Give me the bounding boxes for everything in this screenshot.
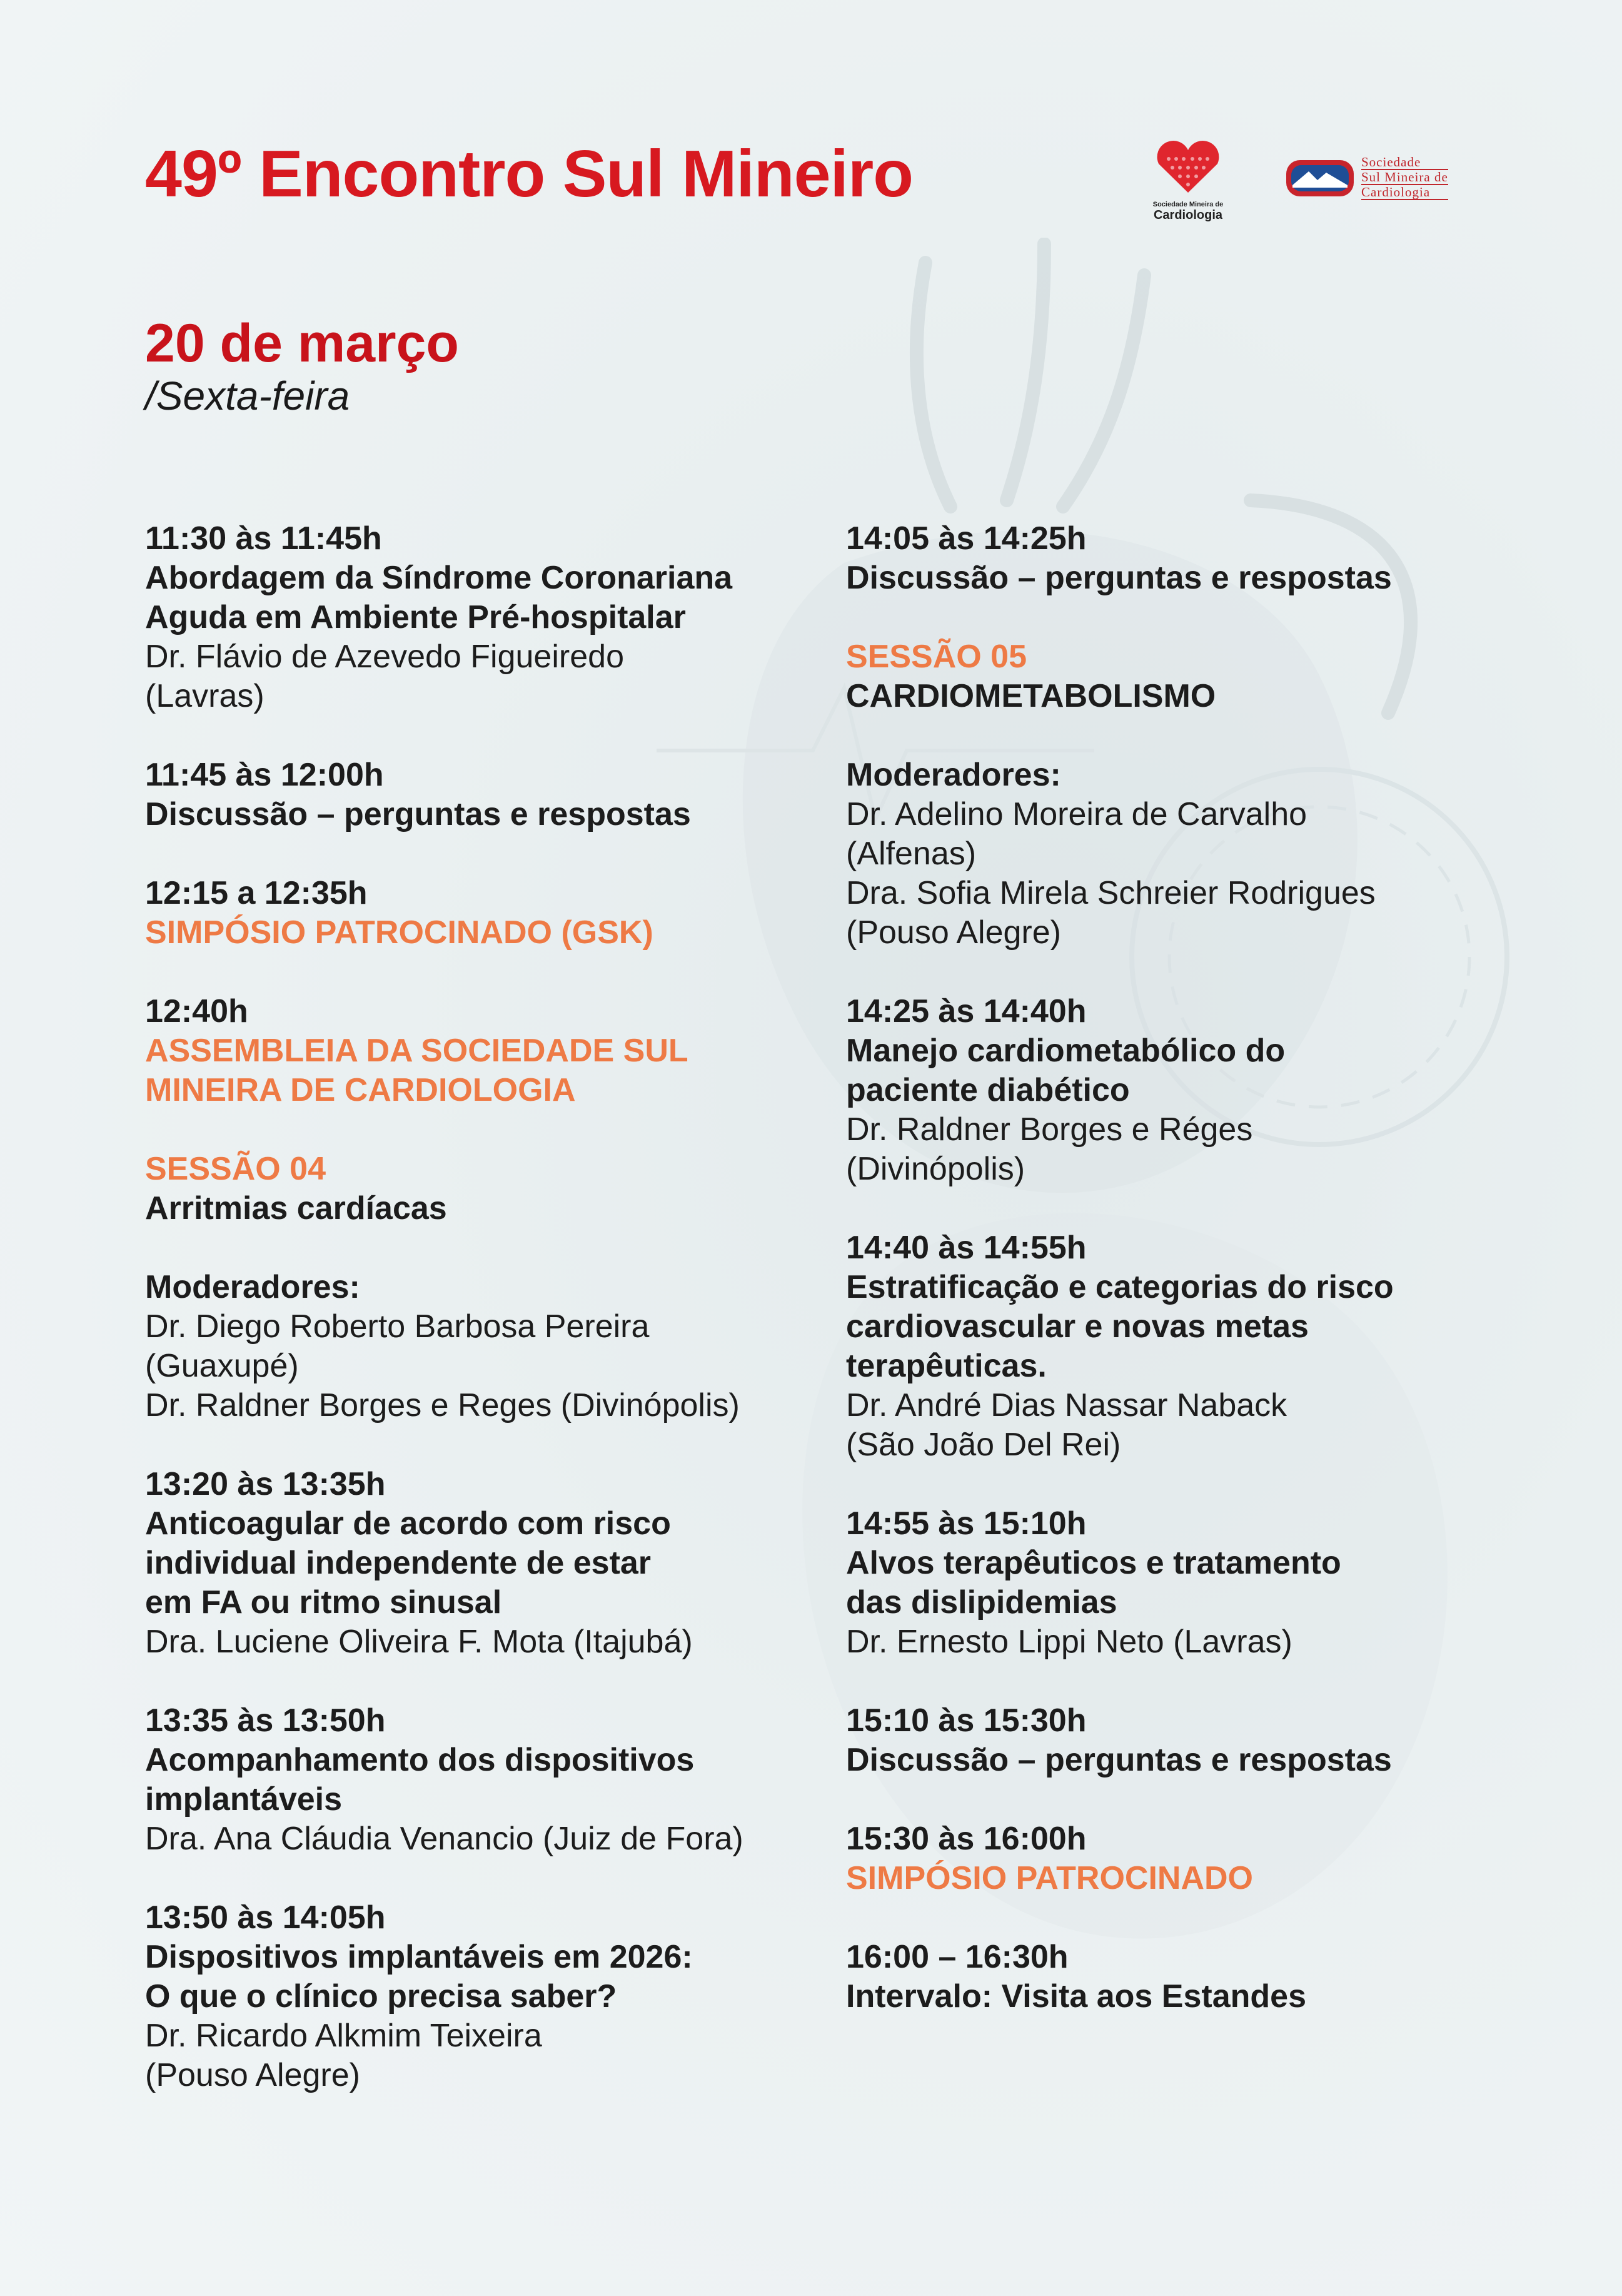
item-speaker: Dr. André Dias Nassar Naback — [846, 1387, 1287, 1424]
item-title: implantáveis — [145, 1781, 343, 1818]
item-highlight: MINEIRA DE CARDIOLOGIA — [145, 1072, 576, 1108]
item-title: Intervalo: Visita aos Estandes — [846, 1978, 1306, 2015]
item-speaker: Dr. Raldner Borges e Réges — [846, 1111, 1253, 1148]
schedule-item — [846, 1228, 1565, 1465]
schedule-item — [846, 1819, 1565, 1898]
item-title: das dislipidemias — [846, 1584, 1117, 1621]
mountain-emblem-icon — [1285, 156, 1355, 200]
schedule-right-column — [846, 519, 1565, 2056]
schedule-left-column — [145, 519, 820, 2135]
schedule-item — [145, 1150, 820, 1228]
ssmc-logo — [1285, 155, 1479, 203]
event-weekday: /Sexta-feira — [145, 373, 350, 418]
item-speaker: Dr. Ricardo Alkmim Teixeira — [145, 2018, 542, 2054]
item-title: Estratificação e categorias do risco — [846, 1269, 1394, 1305]
schedule-item — [145, 1465, 820, 1662]
item-title: cardiovascular e novas metas — [846, 1308, 1309, 1345]
item-title: Discussão – perguntas e respostas — [145, 796, 691, 832]
item-time: 15:10 às 15:30h — [846, 1702, 1087, 1739]
item-title: Dispositivos implantáveis em 2026: — [145, 1939, 693, 1975]
item-time: 13:50 às 14:05h — [145, 1899, 386, 1936]
ssmc-line-1: Sociedade — [1361, 155, 1448, 170]
item-time: 14:40 às 14:55h — [846, 1230, 1087, 1266]
item-time: 13:20 às 13:35h — [145, 1466, 386, 1502]
page-title: 49º Encontro Sul Mineiro — [145, 137, 913, 211]
item-time: 11:45 às 12:00h — [145, 757, 384, 793]
item-speaker: (Pouso Alegre) — [846, 914, 1061, 951]
schedule-item — [145, 992, 820, 1110]
smc-caption-small: Sociedade Mineira de — [1152, 201, 1224, 208]
item-speaker: Dr. Raldner Borges e Reges (Divinópolis) — [145, 1387, 740, 1424]
ssmc-line-2: Sul Mineira de — [1361, 169, 1448, 185]
schedule-item — [846, 1504, 1565, 1662]
item-speaker: (São João Del Rei) — [846, 1427, 1121, 1463]
schedule-item — [145, 1701, 820, 1859]
ssmc-line-3: Cardiologia — [1361, 185, 1448, 200]
smc-logo — [1144, 139, 1232, 223]
item-title: Abordagem da Síndrome Coronariana — [145, 560, 733, 596]
schedule-item — [846, 1938, 1565, 2016]
event-date: 20 de março — [145, 313, 459, 373]
schedule-item — [145, 519, 820, 716]
item-time: 13:35 às 13:50h — [145, 1702, 386, 1739]
item-title: Discussão – perguntas e respostas — [846, 560, 1392, 596]
item-highlight: SIMPÓSIO PATROCINADO — [846, 1860, 1253, 1896]
item-title: Moderadores: — [145, 1269, 360, 1305]
item-title: individual independente de estar — [145, 1545, 652, 1581]
item-title: O que o clínico precisa saber? — [145, 1978, 617, 2015]
schedule-item — [846, 637, 1565, 716]
item-title: em FA ou ritmo sinusal — [145, 1584, 502, 1621]
item-time: 14:25 às 14:40h — [846, 993, 1087, 1029]
item-speaker: Dr. Flávio de Azevedo Figueiredo — [145, 639, 624, 675]
item-title: Manejo cardiometabólico do — [846, 1033, 1286, 1069]
item-speaker: Dra. Sofia Mirela Schreier Rodrigues — [846, 875, 1376, 911]
item-title: Discussão – perguntas e respostas — [846, 1742, 1392, 1778]
item-title: Alvos terapêuticos e tratamento — [846, 1545, 1341, 1581]
item-time: 14:05 às 14:25h — [846, 520, 1087, 557]
item-title: Arritmias cardíacas — [145, 1190, 447, 1226]
schedule-item — [846, 992, 1565, 1189]
item-title: CARDIOMETABOLISMO — [846, 678, 1216, 714]
item-title: paciente diabético — [846, 1072, 1130, 1108]
schedule-item — [846, 519, 1565, 598]
item-speaker: Dra. Luciene Oliveira F. Mota (Itajubá) — [145, 1624, 693, 1660]
schedule-item — [145, 1268, 820, 1425]
item-highlight: ASSEMBLEIA DA SOCIEDADE SUL — [145, 1033, 688, 1069]
item-title: Anticoagular de acordo com risco — [145, 1505, 671, 1542]
item-speaker: (Lavras) — [145, 678, 264, 714]
item-time: 11:30 às 11:45h — [145, 520, 382, 557]
item-time: 16:00 – 16:30h — [846, 1939, 1069, 1975]
item-title: Aguda em Ambiente Pré-hospitalar — [145, 599, 686, 635]
item-speaker: Dr. Diego Roberto Barbosa Pereira — [145, 1308, 650, 1345]
item-title: terapêuticas. — [846, 1348, 1047, 1384]
item-highlight: SESSÃO 04 — [145, 1151, 326, 1187]
item-time: 15:30 às 16:00h — [846, 1821, 1087, 1857]
schedule-item — [846, 756, 1565, 953]
item-title: Acompanhamento dos dispositivos — [145, 1742, 695, 1778]
item-speaker: Dr. Adelino Moreira de Carvalho — [846, 796, 1307, 832]
smc-caption: Cardiologia — [1153, 208, 1222, 222]
item-highlight: SESSÃO 05 — [846, 639, 1027, 675]
item-speaker: (Pouso Alegre) — [145, 2057, 360, 2093]
item-time: 12:40h — [145, 993, 248, 1029]
item-speaker: (Divinópolis) — [846, 1151, 1025, 1187]
schedule-item — [145, 1898, 820, 2095]
item-speaker: (Alfenas) — [846, 836, 977, 872]
schedule-item — [145, 874, 820, 953]
item-highlight: SIMPÓSIO PATROCINADO (GSK) — [145, 914, 653, 951]
schedule-item — [145, 756, 820, 834]
item-title: Moderadores: — [846, 757, 1061, 793]
schedule-item — [846, 1701, 1565, 1780]
item-speaker: (Guaxupé) — [145, 1348, 299, 1384]
item-time: 12:15 a 12:35h — [145, 875, 368, 911]
dotted-heart-icon — [1154, 139, 1222, 195]
item-speaker: Dra. Ana Cláudia Venancio (Juiz de Fora) — [145, 1821, 743, 1857]
item-speaker: Dr. Ernesto Lippi Neto (Lavras) — [846, 1624, 1292, 1660]
item-time: 14:55 às 15:10h — [846, 1505, 1087, 1542]
